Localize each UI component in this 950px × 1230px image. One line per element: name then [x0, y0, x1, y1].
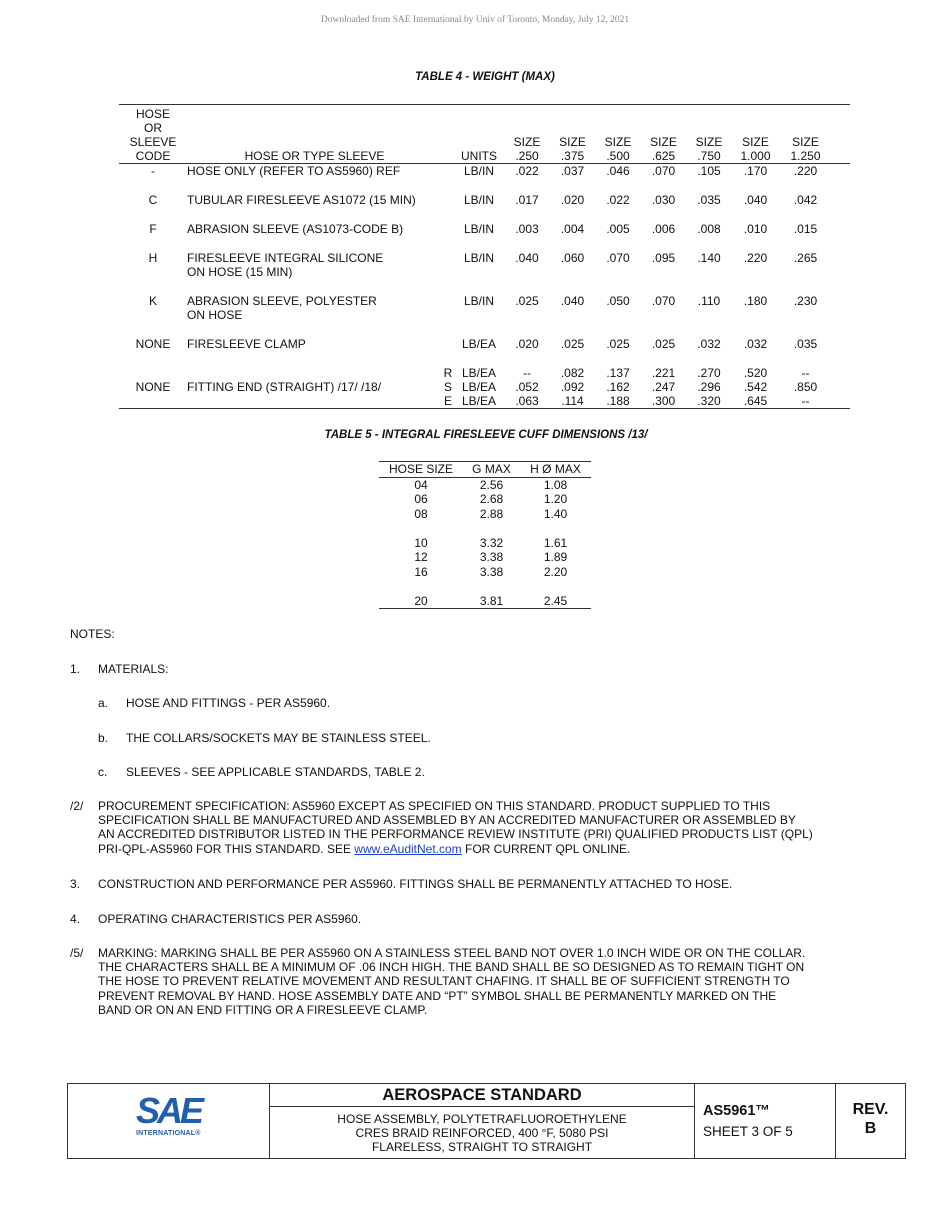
row-description — [187, 164, 442, 194]
row-spacer — [442, 222, 454, 251]
document-number: AS5961™ — [703, 1103, 770, 1119]
row-value: .032 — [697, 337, 721, 351]
row-value: .230 — [793, 294, 818, 308]
note-line: PREVENT REMOVAL BY HAND. HOSE ASSEMBLY DATE AND “PT” SYMBOL SHALL BE PERMANENTLY MARKED ON THE — [98, 988, 777, 1003]
row-value: .025 — [560, 337, 585, 351]
row-value: .046 — [606, 164, 630, 178]
fitting-value: .300 — [651, 394, 676, 408]
table-cell: 1.20 — [543, 492, 568, 506]
note-line: PROCUREMENT SPECIFICATION: AS5960 EXCEPT AS SPECIFIED ON THIS STANDARD. PRODUCT SUPPLIED TO THIS — [98, 799, 771, 813]
note-4 — [70, 912, 890, 926]
row-value: .003 — [515, 222, 539, 236]
fitting-value: .270 — [697, 366, 721, 380]
note-1a — [98, 696, 868, 710]
size-value: .750 — [697, 149, 721, 163]
table-cell: 1.89 — [543, 550, 568, 564]
table-cell: 08 — [414, 506, 428, 521]
description-line: TUBULAR FIRESLEEVE AS1072 (15 MIN) — [187, 193, 416, 207]
fitting-letter: E — [443, 394, 452, 408]
row-value: .004 — [560, 222, 585, 236]
table-cell: 1.08 — [543, 477, 568, 492]
fitting-units: LB/EA — [461, 366, 497, 380]
row-value: .020 — [515, 337, 539, 351]
note-number: a. — [98, 696, 109, 710]
row-value: .032 — [743, 337, 768, 351]
fitting-units: LB/EA — [461, 380, 497, 394]
row-value: .220 — [793, 164, 818, 178]
description-line: HOSE ASSEMBLY, POLYTETRAFLUOROETHYLENE — [337, 1112, 627, 1126]
table4-title: TABLE 4 - WEIGHT (MAX) — [415, 71, 555, 83]
note-1b — [98, 731, 868, 745]
row-value: .010 — [743, 222, 768, 236]
row-value: .105 — [697, 164, 721, 178]
note-line: AN ACCREDITED DISTRIBUTOR LISTED IN THE PERFORMANCE REVIEW INSTITUTE (PRI) QUALIFIED PRODUCTS LIST (QPL) — [98, 827, 813, 842]
description-line: ABRASION SLEEVE (AS1073-CODE B) — [187, 222, 404, 236]
row-value: .040 — [743, 193, 768, 207]
row-value: .042 — [793, 193, 818, 207]
header-type: HOSE OR TYPE SLEEVE — [244, 149, 385, 163]
fitting-value: .114 — [561, 394, 584, 408]
fitting-row — [119, 366, 850, 380]
row-value: .005 — [606, 222, 630, 236]
group-spacer — [379, 521, 591, 536]
description-line: HOSE ONLY (REFER TO AS5960) REF — [187, 164, 401, 178]
note-number: /2/ — [70, 799, 84, 813]
note-line — [98, 842, 890, 856]
row-units: LB/IN — [463, 294, 494, 308]
size-label: SIZE — [650, 135, 677, 149]
row-value: .035 — [793, 337, 818, 351]
table-cell: 3.32 — [479, 535, 504, 550]
description-line: ABRASION SLEEVE, POLYESTER — [187, 294, 377, 308]
note-text: CONSTRUCTION AND PERFORMANCE PER AS5960. FITTINGS SHALL BE PERMANENTLY ATTACHED TO HOSE. — [98, 877, 733, 891]
fitting-value: .082 — [560, 366, 585, 380]
size-value: .500 — [606, 149, 630, 163]
fitting-value: .137 — [606, 366, 630, 380]
header-units: UNITS — [461, 149, 497, 163]
table-row — [379, 492, 591, 507]
aerospace-standard-title: AEROSPACE STANDARD — [270, 1084, 694, 1107]
note-number: /5/ — [70, 946, 84, 960]
note-text: THE COLLARS/SOCKETS MAY BE STAINLESS STEEL. — [126, 731, 431, 745]
row-code: H — [148, 251, 158, 265]
header-size — [550, 105, 595, 164]
table-cell: 3.38 — [479, 564, 504, 579]
row-value: .070 — [651, 294, 676, 308]
table-cell: 04 — [414, 477, 428, 492]
table-row — [119, 251, 850, 294]
row-value: .030 — [651, 193, 676, 207]
table-row — [379, 550, 591, 565]
row-value: .022 — [515, 164, 539, 178]
row-code: C — [148, 193, 158, 207]
note-number: c. — [98, 765, 108, 779]
revision-value: B — [864, 1120, 877, 1137]
header-size — [732, 105, 779, 164]
note-line-text: FOR CURRENT QPL ONLINE. — [461, 841, 631, 856]
spacer-cell — [379, 579, 591, 594]
row-description — [187, 294, 442, 337]
note-text: OPERATING CHARACTERISTICS PER AS5960. — [98, 912, 362, 926]
download-watermark: Downloaded from SAE International by Univ of Toronto, Monday, July 12, 2021 — [320, 15, 630, 25]
row-spacer — [442, 164, 454, 194]
size-value: 1.000 — [740, 149, 771, 163]
table-row — [379, 536, 591, 551]
row-units: LB/IN — [463, 164, 494, 178]
description-line: ON HOSE (15 MIN) — [187, 265, 293, 279]
header-hose-size: HOSE SIZE — [388, 462, 453, 476]
note-2 — [70, 799, 890, 856]
table4-weight — [119, 104, 850, 409]
table-cell: 3.38 — [479, 550, 504, 564]
fitting-value: .320 — [697, 394, 721, 408]
note-5 — [70, 946, 890, 1017]
description-line: CRES BRAID REINFORCED, 400 °F, 5080 PSI — [355, 1126, 609, 1141]
row-value: .095 — [651, 251, 676, 265]
row-value: .037 — [560, 164, 585, 178]
header-code-line: OR — [144, 121, 162, 135]
description-line: FLARELESS, STRAIGHT TO STRAIGHT — [371, 1140, 593, 1155]
table-row — [379, 477, 591, 492]
table5-cuff-dimensions — [379, 461, 591, 609]
description-line: ON HOSE — [187, 308, 243, 322]
table5-header-row — [379, 462, 591, 477]
fitting-value: .092 — [560, 380, 585, 394]
header-size — [641, 105, 686, 164]
row-value: .060 — [560, 251, 585, 265]
fitting-value: -- — [801, 366, 810, 380]
row-value: .040 — [515, 251, 539, 265]
header-g-max: G MAX — [472, 462, 511, 476]
row-value: .008 — [697, 222, 721, 236]
fitting-description: FITTING END (STRAIGHT) /17/ /18/ — [187, 380, 382, 394]
note-5-body — [98, 946, 890, 1017]
fitting-value: .162 — [606, 380, 630, 394]
row-value: .265 — [793, 251, 818, 265]
doc-number-cell — [695, 1084, 836, 1158]
fitting-value: .645 — [743, 394, 768, 408]
row-value: .035 — [697, 193, 721, 207]
row-units: LB/EA — [461, 337, 497, 351]
note-2-body — [98, 799, 890, 856]
row-value: .220 — [743, 251, 768, 265]
row-description — [187, 251, 442, 294]
row-description — [187, 222, 442, 251]
table-cell: 2.68 — [479, 492, 504, 506]
header-size — [504, 105, 550, 164]
row-units: LB/IN — [463, 193, 494, 207]
table-cell: 06 — [414, 492, 428, 506]
fitting-code: NONE — [135, 380, 171, 394]
row-value: .006 — [651, 222, 676, 236]
table-row — [119, 294, 850, 337]
row-value: .110 — [697, 294, 721, 308]
note-1c — [98, 765, 868, 779]
row-spacer — [442, 251, 454, 294]
sae-logo: SAE — [136, 1090, 202, 1131]
row-spacer — [442, 337, 454, 366]
row-value: .025 — [651, 337, 676, 351]
table-cell: 2.88 — [479, 506, 504, 521]
size-value: .250 — [515, 149, 539, 163]
sheet-number: SHEET 3 OF 5 — [703, 1124, 793, 1139]
note-3 — [70, 877, 890, 891]
description-line: FIRESLEEVE CLAMP — [187, 337, 306, 351]
revision-cell — [836, 1084, 905, 1158]
header-code-line: CODE — [135, 149, 171, 163]
fitting-value: .850 — [793, 380, 818, 394]
header-code — [119, 105, 187, 164]
row-spacer — [442, 193, 454, 222]
fitting-units: LB/EA — [461, 394, 497, 408]
table-cell: 12 — [414, 550, 428, 564]
row-value: .025 — [515, 294, 539, 308]
title-cell — [270, 1084, 695, 1158]
table4-header-row — [119, 105, 850, 164]
row-value: .140 — [697, 251, 721, 265]
row-units: LB/IN — [463, 251, 494, 265]
table-cell: 2.56 — [479, 477, 504, 492]
note-line: SPECIFICATION SHALL BE MANUFACTURED AND ASSEMBLED BY AN ACCREDITED MANUFACTURER OR ASSEMBLED BY — [98, 813, 796, 828]
sae-logo-subtitle-text: INTERNATIONAL — [136, 1130, 196, 1137]
description-line: FIRESLEEVE INTEGRAL SILICONE — [187, 251, 384, 265]
size-label: SIZE — [559, 135, 586, 149]
row-value: .020 — [560, 193, 585, 207]
note-text: MATERIALS: — [98, 662, 169, 676]
table-cell: 10 — [414, 535, 428, 550]
size-label: SIZE — [742, 135, 769, 149]
table-row — [379, 594, 591, 609]
note-number: 4. — [70, 912, 81, 926]
row-code: K — [148, 294, 157, 308]
title-block — [67, 1083, 906, 1159]
fitting-value: .542 — [743, 380, 768, 394]
fitting-value: .188 — [606, 394, 630, 408]
fitting-value: .520 — [743, 366, 768, 380]
size-label: SIZE — [792, 135, 819, 149]
table-row — [119, 337, 850, 366]
note-text: HOSE AND FITTINGS - PER AS5960. — [126, 696, 331, 710]
table-cell: 2.20 — [543, 564, 568, 579]
fitting-letter: S — [443, 380, 452, 394]
note-line: THE HOSE TO PREVENT RELATIVE MOVEMENT AND RESULTANT CHAFING. IT SHALL BE OF SUFFICIENT STRENGTH TO — [98, 974, 790, 989]
eauditnet-link[interactable]: www.eAuditNet.com — [354, 841, 462, 856]
table-cell: 3.81 — [479, 593, 504, 608]
note-number: 3. — [70, 877, 81, 891]
row-description — [187, 337, 442, 366]
row-value: .040 — [560, 294, 585, 308]
row-value: .017 — [515, 193, 539, 207]
row-value: .025 — [606, 337, 630, 351]
sae-logo-subtitle — [136, 1130, 208, 1137]
table-cell: 1.61 — [543, 535, 568, 550]
size-label: SIZE — [513, 135, 541, 149]
row-value: .170 — [743, 164, 768, 178]
row-description — [187, 193, 442, 222]
header-size — [595, 105, 641, 164]
row-value: .070 — [651, 164, 676, 178]
table5-title: TABLE 5 - INTEGRAL FIRESLEEVE CUFF DIMENSIONS /13/ — [324, 429, 648, 441]
row-code: NONE — [135, 337, 171, 351]
size-label: SIZE — [604, 135, 632, 149]
note-line: MARKING: MARKING SHALL BE PER AS5960 ON A STAINLESS STEEL BAND NOT OVER 1.0 INCH WIDE OR ON THE COLLAR. — [98, 946, 806, 960]
header-code-line: HOSE — [135, 107, 170, 121]
fitting-value: .221 — [651, 366, 676, 380]
note-1 — [70, 662, 870, 676]
fitting-value: .296 — [697, 380, 721, 394]
header-spacer — [442, 105, 454, 164]
table-cell: 1.40 — [543, 506, 568, 521]
size-value: 1.250 — [790, 149, 821, 163]
note-line: THE CHARACTERS SHALL BE A MINIMUM OF .06 INCH HIGH. THE BAND SHALL BE SO DESIGNED AS TO REMAIN TIGHT ON — [98, 960, 805, 975]
spacer-cell — [379, 521, 591, 536]
table-cell: 16 — [414, 564, 428, 579]
row-value: .022 — [606, 193, 630, 207]
group-spacer — [379, 579, 591, 594]
row-value: .070 — [606, 251, 630, 265]
header-code-line: SLEEVE — [129, 135, 177, 149]
note-text: SLEEVES - SEE APPLICABLE STANDARDS, TABLE 2. — [126, 765, 425, 779]
row-code: F — [149, 222, 157, 236]
table-row — [379, 507, 591, 522]
note-line-text: PRI-QPL-AS5960 FOR THIS STANDARD. SEE — [98, 841, 355, 856]
table-cell: 20 — [414, 593, 428, 608]
table-row — [379, 565, 591, 580]
fitting-value: .247 — [651, 380, 676, 394]
note-line: BAND OR ON AN END FITTING OR A FIRESLEEVE CLAMP. — [98, 1002, 428, 1017]
row-value: .180 — [743, 294, 768, 308]
note-number: b. — [98, 731, 109, 745]
fitting-value: .052 — [515, 380, 539, 394]
fitting-value: -- — [523, 366, 531, 380]
table-row — [119, 164, 850, 194]
fitting-value: .063 — [515, 394, 539, 408]
fitting-letter: R — [443, 366, 453, 380]
header-size — [779, 105, 850, 164]
size-label: SIZE — [695, 135, 723, 149]
document-description — [270, 1107, 694, 1155]
fitting-value: -- — [801, 394, 810, 408]
row-spacer — [442, 294, 454, 337]
logo-cell — [68, 1084, 270, 1158]
size-value: .625 — [651, 149, 676, 163]
revision-label: REV. — [852, 1101, 889, 1118]
header-h-max: H Ø MAX — [530, 462, 581, 476]
note-number: 1. — [70, 662, 81, 676]
table-row — [119, 193, 850, 222]
row-value: .050 — [606, 294, 630, 308]
notes-heading: NOTES: — [70, 627, 115, 641]
row-units: LB/IN — [463, 222, 494, 236]
header-size — [686, 105, 732, 164]
registered-mark: ® — [195, 1130, 201, 1137]
row-code: - — [151, 164, 155, 178]
table-row — [119, 222, 850, 251]
table-cell: 2.45 — [543, 593, 568, 608]
row-value: .015 — [793, 222, 818, 236]
size-value: .375 — [560, 149, 585, 163]
